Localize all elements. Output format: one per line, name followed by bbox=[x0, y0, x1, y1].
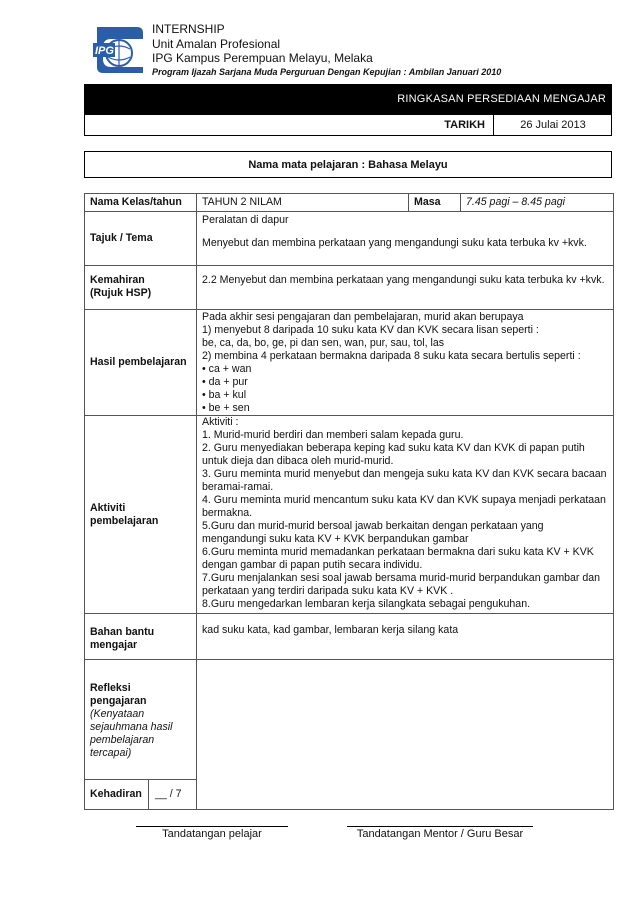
title-banner bbox=[84, 84, 612, 115]
activity-line: 7.Guru menjalankan sesi soal jawab bersama murid-murid berpandukan gambar dan perkataan yang terdiri daripada suku kata KV + KVK . bbox=[202, 572, 601, 597]
skill-row bbox=[85, 266, 614, 310]
reflection-value[interactable] bbox=[197, 660, 614, 810]
activity-line: 4. Guru meminta murid mencantum suku kata KV dan KVK supaya menjadi perkataan bermakna. bbox=[202, 494, 606, 519]
header-program: Program Ijazah Sarjana Muda Perguruan Dengan Kepujian : Ambilan Januari 2010 bbox=[152, 67, 502, 77]
skill-label-line: Kemahiran bbox=[90, 274, 145, 286]
outcome-line: 1) menyebut 8 daripada 10 suku kata KV dan KVK secara lisan seperti : bbox=[202, 324, 539, 336]
reflection-label bbox=[85, 660, 197, 780]
student-signature-label: Tandatangan pelajar bbox=[162, 828, 262, 840]
outcome-line: • ba + kul bbox=[202, 389, 247, 401]
outcome-line: 2) membina 4 perkataan bermakna daripada 8 suku kata secara bertulis seperti : bbox=[202, 350, 581, 362]
time-label: Masa bbox=[409, 194, 461, 212]
lesson-plan-table bbox=[84, 193, 614, 810]
ipg-logo bbox=[93, 19, 145, 77]
activity-label-line: pembelajaran bbox=[90, 514, 159, 527]
materials-row bbox=[85, 614, 614, 660]
outcome-line: Pada akhir sesi pengajaran dan pembelajaran, murid akan berupaya bbox=[202, 311, 524, 323]
student-signature-line bbox=[136, 826, 288, 827]
activity-label bbox=[85, 416, 197, 614]
outcome-label: Hasil pembelajaran bbox=[85, 310, 197, 416]
activity-label-line: Aktiviti bbox=[90, 501, 126, 514]
svg-text:IPG: IPG bbox=[95, 45, 114, 57]
materials-label-line: mengajar bbox=[90, 639, 138, 651]
outcome-line: • da + pur bbox=[202, 376, 248, 388]
outcome-line: • be + sen bbox=[202, 402, 250, 414]
header-campus: IPG Kampus Perempuan Melayu, Melaka bbox=[152, 51, 373, 65]
outcome-row bbox=[85, 310, 614, 416]
activity-line: 8.Guru mengedarkan lembaran kerja silangkata sebagai pengukuhan. bbox=[202, 598, 531, 610]
materials-label bbox=[85, 614, 197, 660]
mentor-signature-label: Tandatangan Mentor / Guru Besar bbox=[356, 828, 524, 840]
activity-line: 5.Guru dan murid-murid bersoal jawab berkaitan dengan perkataan yang mengandungi suku kata KV + KVK berpandukan gambar bbox=[202, 520, 544, 545]
materials-label-line: Bahan bantu bbox=[90, 626, 155, 638]
reflection-note: (Kenyataan sejauhmana hasil pembelajaran tercapai) bbox=[90, 708, 173, 759]
class-value: TAHUN 2 NILAM bbox=[197, 194, 409, 212]
date-value: 26 Julai 2013 bbox=[520, 119, 586, 131]
reflection-label-line: pengajaran bbox=[90, 695, 147, 707]
skill-label bbox=[85, 266, 197, 310]
materials-value: kad suku kata, kad gambar, lembaran kerja silang kata bbox=[197, 614, 614, 660]
attendance-value: __ / 7 bbox=[155, 788, 182, 800]
attendance-cell bbox=[85, 780, 197, 810]
time-value: 7.45 pagi – 8.45 pagi bbox=[461, 194, 614, 212]
reflection-label-line: Refleksi bbox=[90, 682, 131, 694]
date-row bbox=[84, 115, 612, 136]
activity-line: 3. Guru meminta murid menyebut dan mengeja suku kata KV dan KVK secara bacaan beramai-ramai. bbox=[202, 468, 607, 493]
topic-value bbox=[197, 212, 614, 266]
subject-box bbox=[84, 151, 612, 178]
class-row bbox=[85, 194, 614, 212]
attendance-label: Kehadiran bbox=[85, 780, 149, 809]
activity-line: 2. Guru menyediakan beberapa keping kad suku kata KV dan KVK di papan putih untuk dieja dan dibaca oleh murid-murid. bbox=[202, 442, 585, 467]
reflection-row bbox=[85, 660, 614, 780]
activity-line: 1. Murid-murid berdiri dan memberi salam kepada guru. bbox=[202, 429, 464, 441]
class-label: Nama Kelas/tahun bbox=[85, 194, 197, 212]
skill-value: 2.2 Menyebut dan membina perkataan yang mengandungi suku kata terbuka kv +kvk. bbox=[197, 266, 614, 310]
topic-row bbox=[85, 212, 614, 266]
activity-line: 6.Guru meminta murid memadankan perkataan bermakna dari suku kata KV + KVK dengan gambar di papan putih secara individu. bbox=[202, 546, 594, 571]
mentor-signature-line bbox=[347, 826, 533, 827]
topic-line: Peralatan di dapur bbox=[202, 214, 289, 226]
outcome-line: be, ca, da, bo, ge, pi dan sen, wan, pur, sau, tol, las bbox=[202, 337, 445, 349]
header-internship: INTERNSHIP bbox=[152, 22, 225, 36]
date-label: TARIKH bbox=[444, 119, 485, 131]
skill-label-line: (Rujuk HSP) bbox=[90, 287, 152, 299]
activity-value bbox=[197, 416, 614, 614]
subject-title: Nama mata pelajaran : Bahasa Melayu bbox=[248, 159, 448, 171]
header-unit: Unit Amalan Profesional bbox=[152, 37, 281, 51]
banner-title: RINGKASAN PERSEDIAAN MENGAJAR bbox=[397, 93, 606, 105]
activity-row bbox=[85, 416, 614, 614]
outcome-line: • ca + wan bbox=[202, 363, 252, 375]
topic-line: Menyebut dan membina perkataan yang mengandungi suku kata terbuka kv +kvk. bbox=[202, 237, 587, 249]
outcome-value bbox=[197, 310, 614, 416]
activity-line: Aktiviti : bbox=[202, 416, 239, 428]
topic-label: Tajuk / Tema bbox=[85, 212, 197, 266]
